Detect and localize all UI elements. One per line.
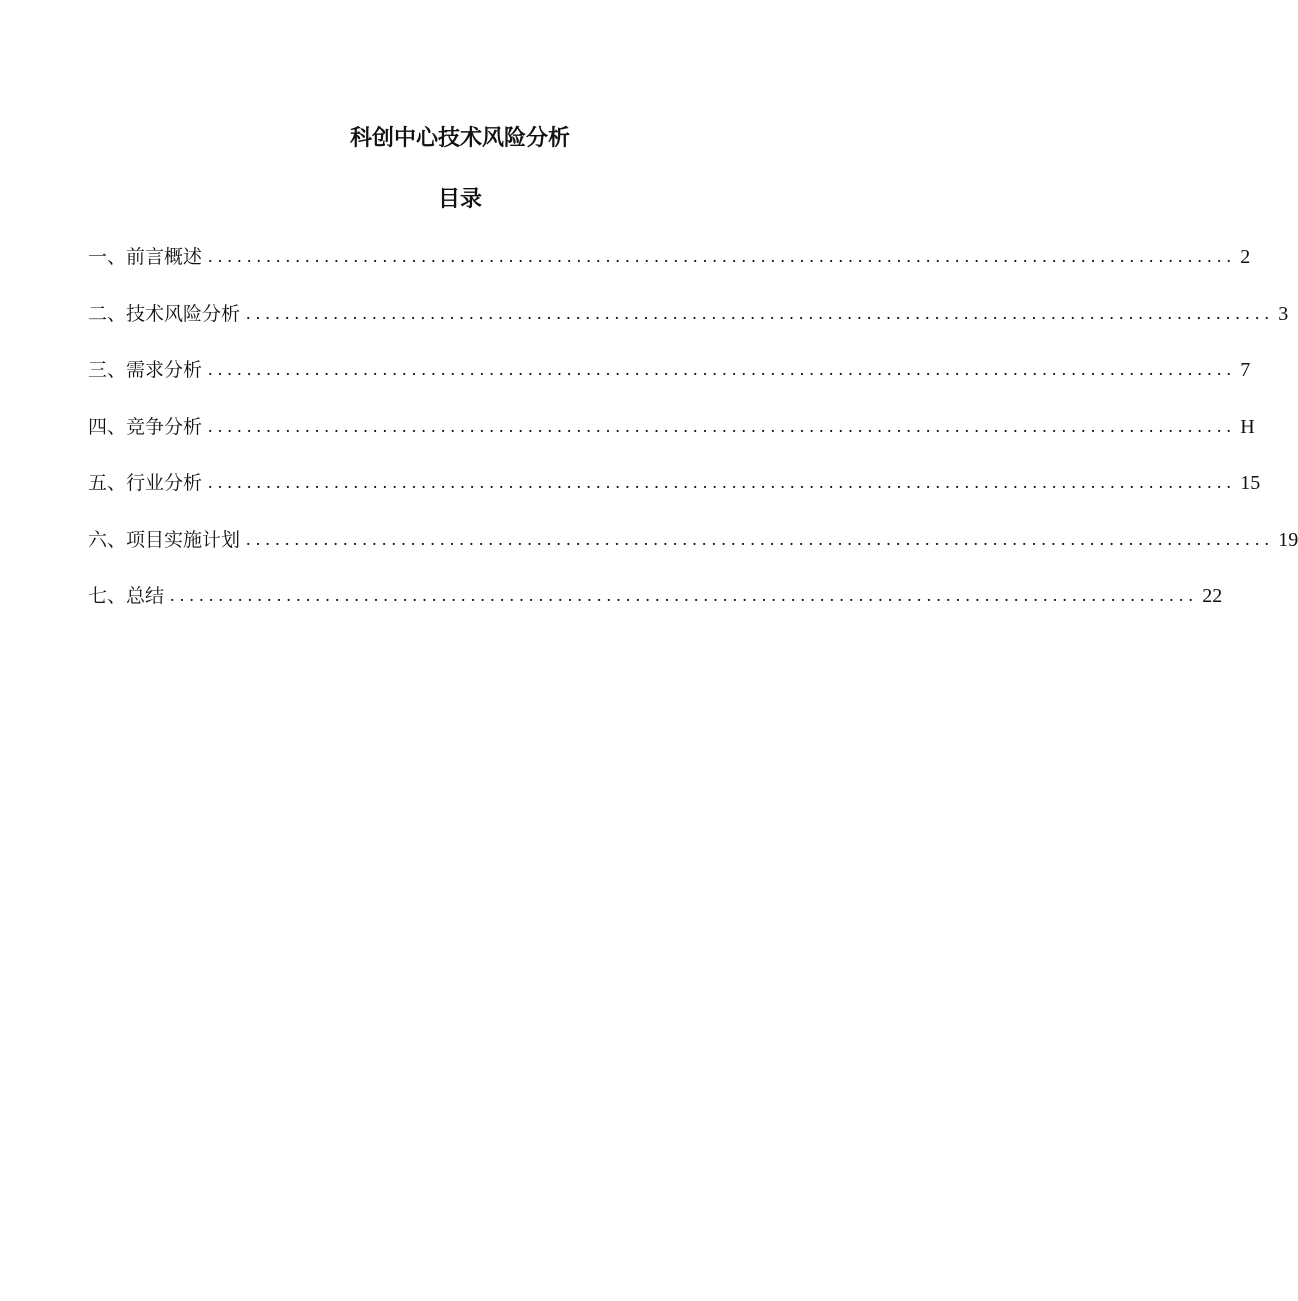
table-of-contents bbox=[88, 242, 1298, 638]
document-title: 科创中心技术风险分析 bbox=[349, 126, 570, 151]
toc-entry-industry-analysis[interactable] bbox=[88, 468, 1261, 525]
toc-dot-leader: .......................................................................................................... bbox=[170, 585, 1199, 605]
toc-entry-implementation-plan[interactable] bbox=[88, 525, 1298, 582]
toc-entry-page-number: 7 bbox=[1240, 359, 1251, 381]
toc-entry-summary[interactable] bbox=[88, 581, 1223, 638]
toc-entry-page-number: H bbox=[1240, 415, 1255, 438]
toc-entry-page-number: 22 bbox=[1202, 585, 1223, 607]
toc-entry-page-number: 15 bbox=[1240, 472, 1261, 494]
toc-dot-leader: .......................................................................................................... bbox=[208, 472, 1237, 492]
toc-dot-leader: .......................................................................................................... bbox=[246, 302, 1275, 323]
toc-entry-page-number: 19 bbox=[1278, 528, 1298, 551]
toc-entry-label: 五、行业分析 bbox=[88, 472, 203, 494]
toc-entry-label: 三、需求分析 bbox=[88, 359, 203, 381]
toc-entry-label: 一、前言概述 bbox=[88, 246, 203, 268]
toc-entry-page-number: 3 bbox=[1278, 302, 1289, 325]
toc-dot-leader: .......................................................................................................... bbox=[208, 415, 1237, 436]
toc-entry-label: 六、项目实施计划 bbox=[88, 528, 241, 551]
toc-heading: 目录 bbox=[437, 187, 482, 212]
toc-dot-leader: .......................................................................................................... bbox=[208, 246, 1237, 266]
toc-entry-demand-analysis[interactable] bbox=[88, 355, 1251, 412]
toc-entry-preface[interactable] bbox=[88, 242, 1251, 299]
toc-entry-label: 七、总结 bbox=[88, 585, 165, 607]
toc-dot-leader: .......................................................................................................... bbox=[208, 359, 1237, 379]
toc-entry-label: 二、技术风险分析 bbox=[88, 302, 241, 325]
toc-dot-leader: .......................................................................................................... bbox=[246, 528, 1275, 549]
toc-entry-technical-risk[interactable] bbox=[88, 299, 1289, 356]
toc-entry-competition-analysis[interactable] bbox=[88, 412, 1255, 469]
toc-entry-page-number: 2 bbox=[1240, 246, 1251, 268]
toc-entry-label: 四、竞争分析 bbox=[88, 415, 203, 438]
